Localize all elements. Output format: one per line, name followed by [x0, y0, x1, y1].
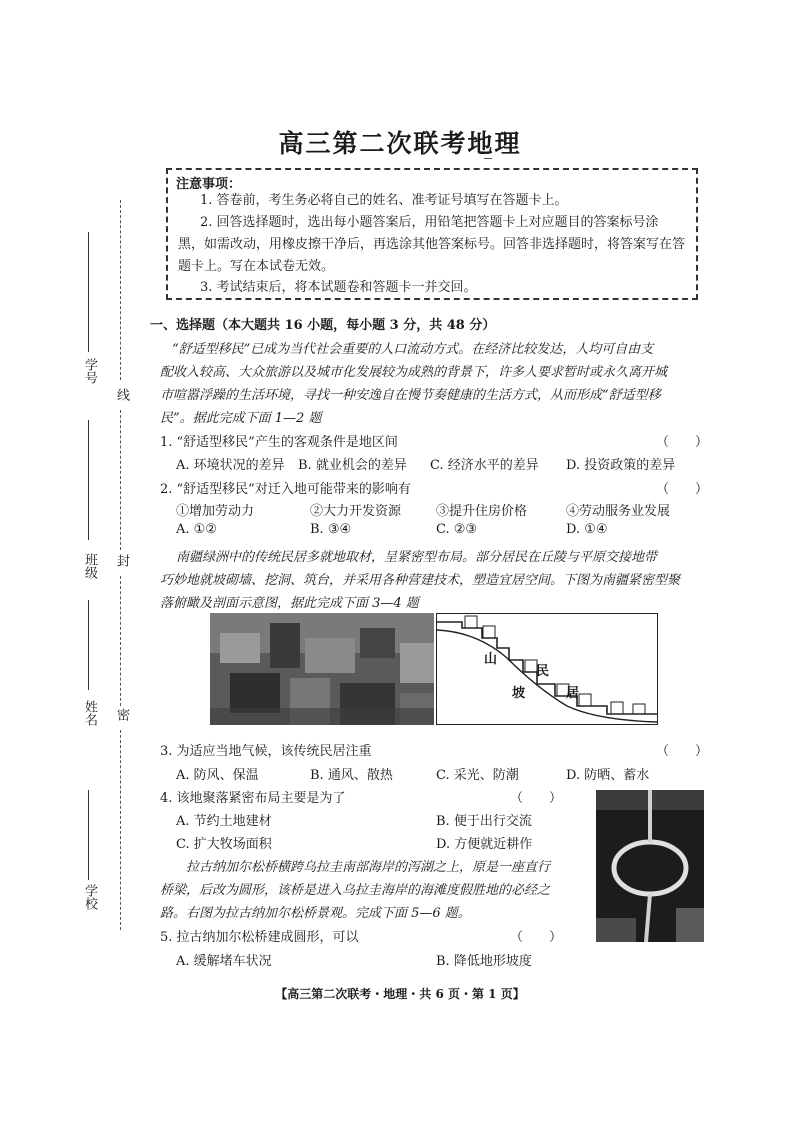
page-footer: 【高三第二次联考・地理・共 6 页・第 1 页】 — [275, 987, 525, 1001]
cut-line-mid2 — [120, 576, 122, 706]
q3-stem: 3. 为适应当地气候，该传统民居注重 — [160, 744, 372, 759]
notice-item-1: 1. 答卷前，考生务必将自己的姓名、准考证号填写在答题卡上。 — [200, 193, 568, 208]
q2-item-2: ②大力开发资源 — [310, 504, 402, 519]
xuehao-line — [88, 232, 90, 352]
q3-option-d[interactable]: D. 防晒、蓄水 — [566, 768, 650, 783]
banji-label: 班级 — [82, 553, 97, 579]
passage3-line1: 拉古纳加尔松桥横跨乌拉圭南部海岸的泻湖之上，原是一座直行 — [186, 860, 551, 875]
xingming-label: 姓名 — [82, 700, 97, 726]
xuexiao-label: 学校 — [82, 884, 97, 910]
diagram-label-ju: 居 — [566, 686, 580, 701]
q4-option-c[interactable]: C. 扩大牧场面积 — [176, 837, 272, 852]
passage1-line1: “舒适型移民”已成为当代社会重要的人口流动方式。在经济比较发达，人均可自由支 — [172, 342, 654, 357]
passage2-line1: 南疆绿洲中的传统民居多就地取材，呈紧密型布局。部分居民在丘陵与平原交接地带 — [176, 550, 658, 565]
diagram-label-shan: 山 — [484, 652, 498, 667]
diagram-label-po: 坡 — [512, 686, 526, 701]
cut-label-mi: 密 — [114, 708, 129, 721]
aerial-photo-graphic — [210, 613, 434, 725]
q1-option-c[interactable]: C. 经济水平的差异 — [430, 458, 539, 473]
q5-answer-bracket[interactable]: （ ） — [510, 930, 563, 945]
bridge-photo-graphic — [596, 790, 704, 942]
q5-stem: 5. 拉古纳加尔松桥建成圆形，可以 — [160, 930, 359, 945]
q2-option-b[interactable]: B. ③④ — [310, 522, 352, 537]
q3-option-c[interactable]: C. 采光、防潮 — [436, 768, 519, 783]
q2-item-3: ③提升住房价格 — [436, 504, 528, 519]
banji-line — [88, 420, 90, 540]
cut-line-bottom — [120, 730, 122, 930]
q1-option-b[interactable]: B. 就业机会的差异 — [298, 458, 407, 473]
q4-stem: 4. 该地聚落紧密布局主要是为了 — [160, 791, 346, 806]
q1-option-a[interactable]: A. 环境状况的差异 — [176, 458, 285, 473]
q2-option-a[interactable]: A. ①② — [176, 522, 217, 537]
xingming-line — [88, 600, 90, 690]
notice-item-2: 2. 回答选择题时，选出每小题答案后，用铅笔把答题卡上对应题目的答案标号涂 — [200, 215, 659, 230]
q4-option-a[interactable]: A. 节约土地建材 — [176, 814, 272, 829]
passage3-line2: 桥梁，后改为圆形，该桥是进入乌拉圭海岸的海滩度假胜地的必经之 — [160, 883, 551, 898]
q3-answer-bracket[interactable]: （ ） — [656, 744, 709, 759]
q4-answer-bracket[interactable]: （ ） — [510, 791, 563, 806]
q2-option-c[interactable]: C. ②③ — [436, 522, 478, 537]
settlement-aerial-photo — [210, 613, 434, 725]
passage2-line2: 巧妙地就坡砌墙、挖洞、筑台，并采用各种营建技术，塑造宜居空间。下图为南疆紧密型聚 — [160, 573, 681, 588]
notice-item-2-cont: 黑，如需改动，用橡皮擦干净后，再选涂其他答案标号。回答非选择题时，将答案写在答 — [178, 237, 686, 252]
q2-stem: 2. “舒适型移民”对迁入地可能带来的影响有 — [160, 482, 411, 497]
passage1-line4: 民”。据此完成下面 1—2 题 — [160, 411, 322, 426]
q3-option-b[interactable]: B. 通风、散热 — [310, 768, 393, 783]
bridge-photo — [596, 790, 704, 942]
passage1-line3: 市喧嚣浮躁的生活环境，寻找一种安逸自在慢节奏健康的生活方式，从而形成“舒适型移 — [160, 388, 661, 403]
xuexiao-line — [88, 790, 90, 880]
notice-heading: 注意事项： — [176, 177, 242, 192]
q2-option-d[interactable]: D. ①④ — [566, 522, 608, 537]
q1-option-d[interactable]: D. 投资政策的差异 — [566, 458, 676, 473]
q2-item-1: ①增加劳动力 — [176, 504, 255, 519]
cut-line-top — [120, 200, 122, 380]
notice-item-2-end: 题卡上。写在本试卷无效。 — [178, 259, 335, 274]
xuehao-label: 学号 — [82, 358, 97, 384]
passage2-line3: 落俯瞰及剖面示意图，据此完成下面 3—4 题 — [160, 596, 419, 611]
q2-answer-bracket[interactable]: （ ） — [656, 482, 709, 497]
passage1-line2: 配收入较高、大众旅游以及城市化发展较为成熟的背景下，许多人要求暂时或永久离开城 — [160, 365, 668, 380]
cut-line-mid1 — [120, 410, 122, 550]
diagram-label-min: 民 — [536, 664, 550, 679]
q4-option-b[interactable]: B. 便于出行交流 — [436, 814, 532, 829]
page-title: 高三第二次联考地理 — [278, 129, 522, 158]
passage3-line3: 路。右图为拉古纳加尔松桥景观。完成下面 5—6 题。 — [160, 906, 471, 921]
title-mark — [484, 158, 492, 159]
q4-option-d[interactable]: D. 方便就近耕作 — [436, 837, 533, 852]
q1-answer-bracket[interactable]: （ ） — [656, 435, 709, 450]
notice-item-3: 3. 考试结束后，将本试题卷和答题卡一并交回。 — [200, 280, 477, 295]
cut-label-feng: 封 — [114, 554, 129, 567]
q5-option-a[interactable]: A. 缓解堵车状况 — [176, 954, 272, 969]
q1-stem: 1. “舒适型移民”产生的客观条件是地区间 — [160, 435, 398, 450]
q5-option-b[interactable]: B. 降低地形坡度 — [436, 954, 532, 969]
section-heading: 一、选择题（本大题共 16 小题，每小题 3 分，共 48 分） — [150, 318, 496, 333]
q2-item-4: ④劳动服务业发展 — [566, 504, 671, 519]
q3-option-a[interactable]: A. 防风、保温 — [176, 768, 259, 783]
cut-label-xian: 线 — [114, 388, 129, 401]
